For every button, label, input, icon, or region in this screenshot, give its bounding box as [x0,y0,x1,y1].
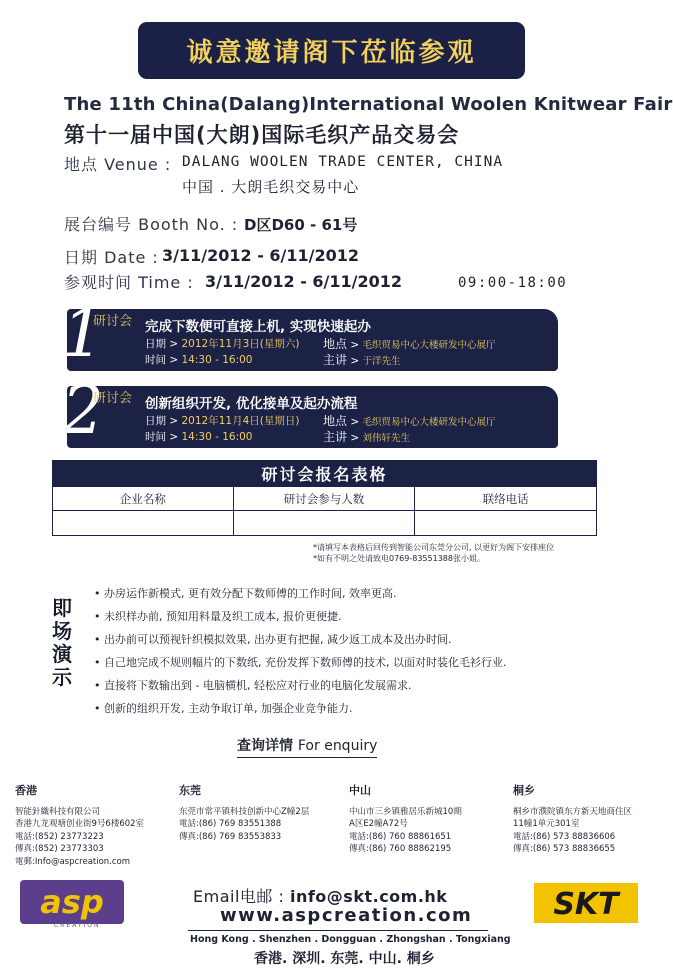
seminar-date-row [145,413,299,428]
registration-form-title: 研讨会报名表格 [261,464,388,484]
skt-logo [534,883,638,923]
seminar-date: 2012年11月4日(星期日) [181,415,300,427]
column-header-company: 企业名称 [53,487,234,511]
demo-bullet: • 直接将下数输出到 - 电脑横机, 轻松应对行业的电脑化发展需求. [94,679,412,692]
fair-title-en: The 11th China(Dalang)International Woolen Knitwear Fair [64,94,673,115]
office-fax: 傳真:(86) 573 88836655 [513,844,616,855]
seminar-host-row [323,351,401,368]
website-link[interactable]: www.aspcreation.com [220,905,473,926]
seminar-place-row [323,412,496,429]
seminar-host: 于洋先生 [362,356,401,367]
seminar-2 [62,372,558,449]
column-header-phone: 联络电话 [415,487,597,511]
seminar-tag: 研讨会 [93,391,133,406]
invitation-banner [138,22,525,79]
demo-bullet: • 自己地完成不规则幅片的下数纸, 充份发挥下数师傅的技术, 以面对时装化毛衫行业. [94,656,507,669]
seminar-host-label: 主讲 [323,353,348,367]
time-value: 3/11/2012 - 6/11/2012 [205,272,403,291]
asp-logo-text: asp [40,883,104,921]
attendee-count-field[interactable] [233,511,415,536]
seminar-time-row [145,352,252,367]
arrow-right-icon: > [350,416,363,428]
demo-bullet: • 未织样办前, 预知用料量及织工成本, 报价更便捷. [94,610,342,623]
office-phone: 電話:(852) 23773223 [15,831,104,842]
office-city: 桐乡 [513,784,535,797]
venue-label: 地点 Venue : [64,155,172,174]
office-dongguan [179,782,309,843]
seminar-place: 毛织贸易中心大楼研发中心展厅 [362,417,496,428]
company-name-field[interactable] [53,511,234,536]
email-line [193,884,447,907]
office-city: 中山 [349,784,371,797]
email-link[interactable]: info@skt.com.hk [289,887,448,906]
office-fax: 傳真:(852) 23773303 [15,844,104,855]
seminar-number: 1 [62,295,104,372]
seminar-number: 2 [62,372,104,449]
registration-form [52,486,597,536]
footer-cities-cn: 香港. 深圳. 东莞. 中山. 桐乡 [254,951,435,967]
registration-form-header [52,460,597,486]
seminar-tag: 研讨会 [93,314,133,329]
office-line: 11幢1单元301室 [513,819,580,830]
seminar-host-row [323,428,410,445]
booth-number: D区D60 - 61号 [244,216,358,234]
enquiry-heading-cn: 查询详情 [237,738,293,754]
office-city: 东莞 [179,784,201,797]
seminar-place: 毛织贸易中心大楼研发中心展厅 [362,340,496,351]
seminar-host: 刘伟轩先生 [362,433,411,444]
skt-logo-text: SKT [553,887,619,922]
date-value: 3/11/2012 - 6/11/2012 [162,246,360,265]
footer-divider [188,930,488,931]
office-line: 中山市三乡镇雅居乐新城10期 [349,807,462,817]
seminar-place-label: 地点 [323,337,348,351]
demo-bullet: • 办房运作新模式, 更有效分配下数师傅的工作时间, 效率更高. [94,587,397,600]
seminar-date-label: 日期 > [145,338,179,350]
booth-label: 展台编号 Booth No. : [64,215,239,234]
enquiry-heading-en: For enquiry [297,738,378,754]
seminar-date-row [145,336,299,351]
date-label: 日期 Date : [64,248,159,267]
email-label: Email电邮 : [193,887,285,906]
arrow-right-icon: > [350,432,363,444]
office-line: 桐乡市濮院镇东方新天地商住区 [513,807,633,817]
seminar-title: 完成下数便可直接上机, 实现快速起办 [145,319,371,335]
office-fax: 傳真:(86) 760 88862195 [349,844,452,855]
office-email[interactable]: 電郵:Info@aspcreation.com [15,856,131,867]
office-line: A区E2幢A72号 [349,819,408,830]
asp-logo-subtitle: CREATION [54,922,101,929]
office-zhongshan [349,782,462,856]
office-tongxiang [513,782,632,856]
seminar-time-label: 时间 > [145,431,179,443]
office-line: 香港九龙观塘创业街9号6楼602室 [15,819,145,830]
seminar-title: 创新组织开发, 优化接单及起办流程 [145,396,358,412]
office-fax: 傳真:(86) 769 83553833 [179,831,282,842]
demo-bullet: • 出办前可以预视针织模拟效果, 出办更有把握, 减少返工成本及出办时间. [94,633,452,646]
column-header-attendees: 研讨会参与人数 [233,487,415,511]
seminar-1 [62,295,558,372]
office-phone: 電話:(86) 769 83551388 [179,819,282,830]
enquiry-heading [237,735,377,758]
time-label: 参观时间 Time : [64,273,194,292]
arrow-right-icon: > [350,355,363,367]
seminar-date: 2012年11月3日(星期六) [181,338,300,350]
arrow-right-icon: > [350,339,363,351]
contact-phone-field[interactable] [415,511,597,536]
live-demo-title: 即场演示 [52,596,72,689]
seminar-time: 14:30 - 16:00 [181,431,253,443]
demo-bullet: • 创新的组织开发, 主动争取订单, 加强企业竞争能力. [94,702,353,715]
venue-cn: 中国 . 大朗毛织交易中心 [182,178,360,196]
form-note-fax: *请填写本表格后回传到智能公司东莞分公司, 以更好为阁下安排座位 [313,543,555,552]
seminar-host-label: 主讲 [323,430,348,444]
footer-cities-en: Hong Kong . Shenzhen . Dongguan . Zhongshan . Tongxiang [190,934,511,945]
office-hong-kong [15,782,144,868]
asp-creation-logo [20,880,124,924]
seminar-time: 14:30 - 16:00 [181,354,253,366]
seminar-place-label: 地点 [323,414,348,428]
seminar-time-row [145,429,252,444]
banner-text: 诚意邀请阁下莅临参观 [186,38,477,68]
office-line: 东莞市常平镇科技创新中心Z幢2层 [179,807,310,817]
office-city: 香港 [15,784,37,797]
seminar-date-label: 日期 > [145,415,179,427]
seminar-place-row [323,335,496,352]
venue-en: DALANG WOOLEN TRADE CENTER, CHINA [182,154,504,170]
opening-hours: 09:00-18:00 [458,275,568,291]
office-line: 智能針織科技有限公司 [15,807,101,817]
seminar-time-label: 时间 > [145,354,179,366]
office-phone: 電話:(86) 573 88836606 [513,831,616,842]
fair-title-cn: 第十一届中国(大朗)国际毛织产品交易会 [64,123,460,147]
office-phone: 電話:(86) 760 88861651 [349,831,452,842]
form-note-contact: *如有不明之处请致电0769-83551388张小姐。 [313,554,485,563]
